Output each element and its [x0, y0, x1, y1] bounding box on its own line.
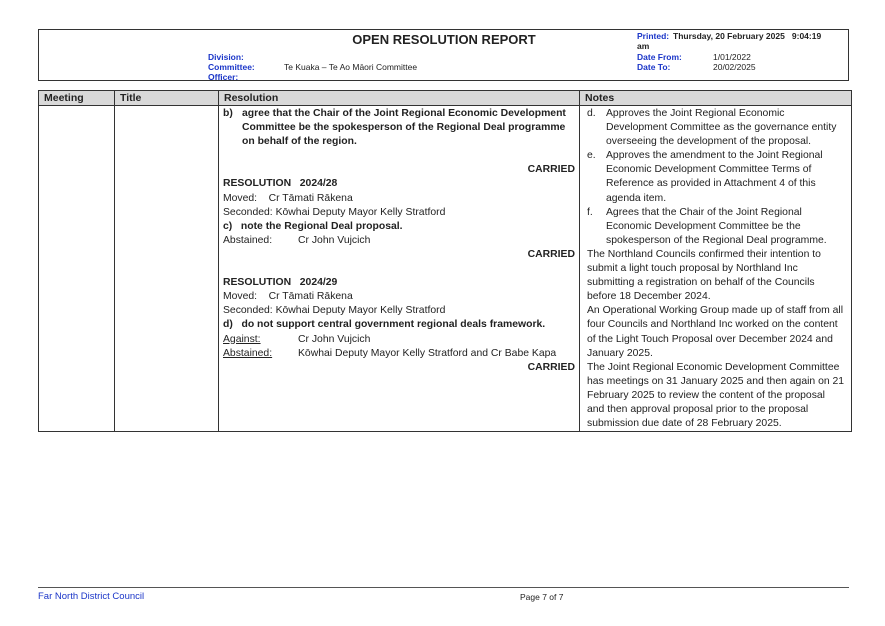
list-item: Development Committee as the governance entity: [606, 122, 837, 134]
column-divider: [218, 91, 219, 431]
moved-by: Moved: Cr Tāmati Rākena: [223, 192, 353, 204]
date-from-value: 1/01/2022: [713, 52, 751, 62]
list-item: Economic Development Committee Terms of: [606, 164, 812, 176]
seconded-by: Seconded: Kōwhai Deputy Mayor Kelly Stratford: [223, 305, 446, 317]
abstained-label: Abstained:: [223, 347, 273, 359]
date-from-label: Date From:: [637, 52, 682, 62]
carried-label: CARRIED: [527, 361, 575, 373]
motion-text: c) note the Regional Deal proposal.: [223, 220, 403, 232]
resolution-heading: RESOLUTION 2024/28: [223, 178, 338, 190]
notes-text: submit a light touch proposal by Northland Inc: [587, 263, 798, 275]
page-number: Page 7 of 7: [520, 592, 564, 602]
officer-label: Officer:: [208, 72, 239, 82]
column-header-title: Title: [120, 92, 142, 104]
against-value: Cr John Vujcich: [298, 333, 371, 345]
against-label: Against:: [223, 333, 261, 345]
abstained-value: Kōwhai Deputy Mayor Kelly Stratford and Cr Babe Kapa: [298, 347, 557, 359]
column-header-resolution: Resolution: [224, 92, 279, 104]
column-header-notes: Notes: [585, 92, 615, 104]
division-label: Division:: [208, 52, 244, 62]
date-to-label: Date To:: [637, 62, 671, 72]
abstained-row: [223, 347, 575, 361]
notes-cell: [587, 107, 849, 431]
carried-label: CARRIED: [527, 248, 575, 260]
footer-organisation: Far North District Council: [38, 591, 145, 602]
notes-text: February 2025 to review the content of the proposal: [587, 389, 825, 401]
column-divider: [114, 91, 115, 431]
against-row: [223, 333, 575, 347]
notes-text: has meetings on 31 January 2025 and then again on 21: [587, 375, 845, 387]
moved-by: Moved: Cr Tāmati Rākena: [223, 291, 353, 303]
notes-text: submission due date of 28 February 2025.: [587, 418, 782, 430]
list-item: Reference as provided in Attachment 4 of this: [606, 178, 816, 190]
notes-text: An Operational Working Group made up of staff from all: [587, 305, 844, 317]
printed-label: Printed:: [637, 31, 670, 41]
table-header-row: [39, 91, 851, 106]
resolution-text: on behalf of the region.: [242, 136, 357, 148]
list-item: e. Approves the amendment to the Joint Regional: [587, 150, 823, 162]
list-item: f. Agrees that the Chair of the Joint Regional: [587, 206, 802, 218]
seconded-by: Seconded: Kōwhai Deputy Mayor Kelly Stratford: [223, 206, 446, 218]
resolution-heading: RESOLUTION 2024/29: [223, 277, 338, 289]
printed-value: Thursday, 20 February 2025 9:04:19: [673, 31, 822, 41]
list-item: spokesperson of the Regional Deal programme.: [606, 234, 827, 246]
notes-text: four Councils and Northland Inc worked on the content: [587, 319, 838, 331]
footer-divider: [38, 587, 849, 588]
resolution-item-b: b) agree that the Chair of the Joint Regional Economic Development: [223, 108, 566, 119]
notes-text: The Northland Councils confirmed their intention to: [587, 248, 821, 260]
column-header-meeting: Meeting: [44, 92, 84, 104]
notes-text: before 18 December 2024.: [587, 291, 711, 303]
notes-text: and then approval proposal prior to the proposal: [587, 403, 809, 415]
notes-text: The Joint Regional Economic Development Committee: [587, 361, 840, 373]
resolution-cell: [223, 107, 575, 375]
notes-text: submitting a registration on behalf of the Councils: [587, 277, 815, 289]
item-marker: b): [223, 108, 233, 119]
abstained-row: [223, 234, 575, 248]
committee-value: Te Kuaka – Te Ao Māori Committee: [284, 62, 418, 72]
notes-text: January 2025.: [587, 347, 653, 359]
resolution-text: Committee be the spokesperson of the Regional Deal programme: [242, 122, 566, 134]
committee-label: Committee:: [208, 62, 255, 72]
motion-text: d) do not support central government regional deals framework.: [223, 319, 546, 331]
column-divider: [579, 91, 580, 431]
date-to-value: 20/02/2025: [713, 62, 756, 72]
report-title: OPEN RESOLUTION REPORT: [352, 32, 536, 47]
abstained-value: Cr John Vujcich: [298, 234, 371, 246]
resolution-table: [38, 90, 852, 432]
list-item: d. Approves the Joint Regional Economic: [587, 108, 785, 119]
notes-text: of the Light Touch Proposal over December 2024 and: [587, 333, 833, 345]
list-item: overseeing the development of the proposal.: [606, 136, 812, 148]
printed-value-am: am: [637, 41, 650, 51]
carried-label: CARRIED: [527, 164, 575, 176]
list-item: agenda item.: [606, 192, 667, 204]
abstained-label: Abstained:: [223, 234, 273, 246]
list-item: Economic Development Committee be the: [606, 220, 801, 232]
report-header: [38, 29, 849, 81]
